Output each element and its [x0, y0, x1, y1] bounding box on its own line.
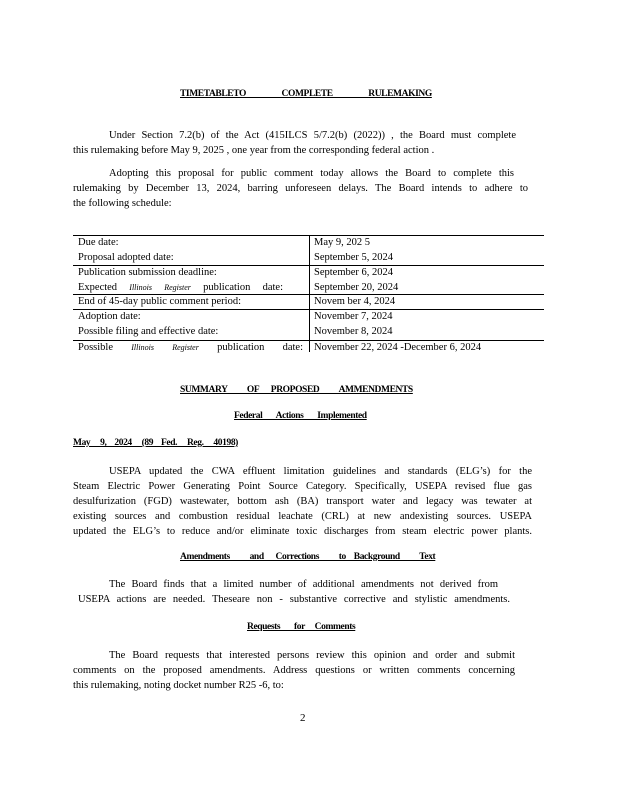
- text-line: The Board finds that a limited number of additional amendments not derived from: [109, 579, 498, 590]
- table-cell: Adoption date:: [78, 311, 141, 322]
- table-cell: Due date:: [78, 237, 119, 248]
- text-line: rulemaking by December 13, 2024, barring unforeseen delays. The Board intends to adhere to: [73, 183, 528, 194]
- text-fragment: publication: [217, 342, 265, 353]
- text-line: existing sources and combustion residual leachate (CRL) at new andexisting sources. USEPA: [73, 511, 532, 522]
- schedule-table: [73, 235, 544, 357]
- text-line: the following schedule:: [73, 198, 172, 209]
- table-cell: November 7, 2024: [314, 311, 393, 322]
- text-line: The Board requests that interested persons review this opinion and order and submit: [109, 650, 515, 661]
- intro-paragraph-1: [73, 128, 516, 158]
- text-line: this rulemaking, noting docket number R25 -6, to:: [73, 680, 284, 691]
- text-line: USEPA updated the CWA effluent limitation guidelines and standards (ELG’s) for the: [109, 466, 532, 477]
- table-row: [73, 340, 544, 357]
- page-title: TIMETABLETO COMPLETE RULEMAKING: [180, 89, 432, 99]
- text-fragment: publication: [203, 281, 251, 293]
- table-cell: Possible filing and effective date:: [78, 325, 219, 337]
- table-cell-possible: [78, 341, 303, 356]
- table-cell: Publication submission deadline:: [78, 267, 217, 278]
- text-fragment: Expected: [78, 281, 118, 293]
- text-line: Steam Electric Power Generating Point Source Category. Specifically, USEPA revised flue gas: [73, 481, 532, 492]
- text-line: updated the ELG’s to reduce and/or eliminate toxic discharges from steam electric power plants.: [73, 526, 532, 537]
- table-cell: May 9, 202 5: [314, 237, 370, 248]
- text-fragment: date:: [282, 342, 304, 353]
- page-number: 2: [300, 712, 306, 724]
- text-line: USEPA actions are needed. Theseare non - substantive corrective and stylistic amendments.: [78, 594, 510, 605]
- table-row: [73, 309, 544, 340]
- table-cell: Novem ber 4, 2024: [314, 296, 396, 307]
- text-line: desulfurization (FGD) wastewater, bottom ash (BA) transport water and legacy was tewater at: [73, 496, 532, 507]
- journal-name: Illinois: [129, 282, 152, 292]
- federal-register-reference: May 9, 2024 (89 Fed. Reg. 40198): [73, 438, 238, 448]
- table-cell: September 6, 2024: [314, 267, 394, 278]
- table-cell: November 22, 2024 -December 6, 2024: [314, 342, 482, 353]
- requests-paragraph: [73, 648, 515, 693]
- journal-name: Register: [172, 343, 199, 352]
- journal-name: Illinois: [131, 343, 154, 352]
- table-row: [73, 294, 544, 309]
- intro-paragraph-2: [73, 166, 528, 211]
- summary-heading: SUMMARY OF PROPOSED AMMENDMENTS: [180, 385, 413, 395]
- text-line: comments on the proposed amendments. Address questions or written comments concerning: [73, 665, 515, 676]
- text-line: this rulemaking before May 9, 2025 , one year from the corresponding federal action .: [73, 145, 435, 156]
- text-fragment: date:: [262, 281, 283, 293]
- amendments-heading: Amendments and Corrections to Background Text: [180, 552, 436, 562]
- usepa-paragraph: [73, 464, 532, 539]
- table-cell: September 5, 2024: [314, 251, 394, 263]
- table-cell: November 8, 2024: [314, 325, 393, 337]
- table-cell: End of 45-day public comment period:: [78, 296, 242, 307]
- text-line: Under Section 7.2(b) of the Act (415ILCS 5/7.2(b) (2022)) , the Board must complete: [109, 130, 516, 141]
- requests-heading: Requests for Comments: [247, 622, 356, 632]
- text-fragment: Possible: [78, 342, 114, 353]
- federal-actions-heading: Federal Actions Implemented: [234, 411, 367, 421]
- table-cell-expected: [78, 281, 283, 296]
- table-row: [73, 265, 544, 294]
- table-cell: September 20, 2024: [314, 281, 399, 293]
- table-row: [73, 235, 544, 265]
- table-cell: Proposal adopted date:: [78, 251, 174, 263]
- text-line: Adopting this proposal for public comment today allows the Board to complete this: [109, 168, 514, 179]
- amendments-paragraph: [78, 577, 510, 607]
- journal-name: Register: [164, 282, 191, 292]
